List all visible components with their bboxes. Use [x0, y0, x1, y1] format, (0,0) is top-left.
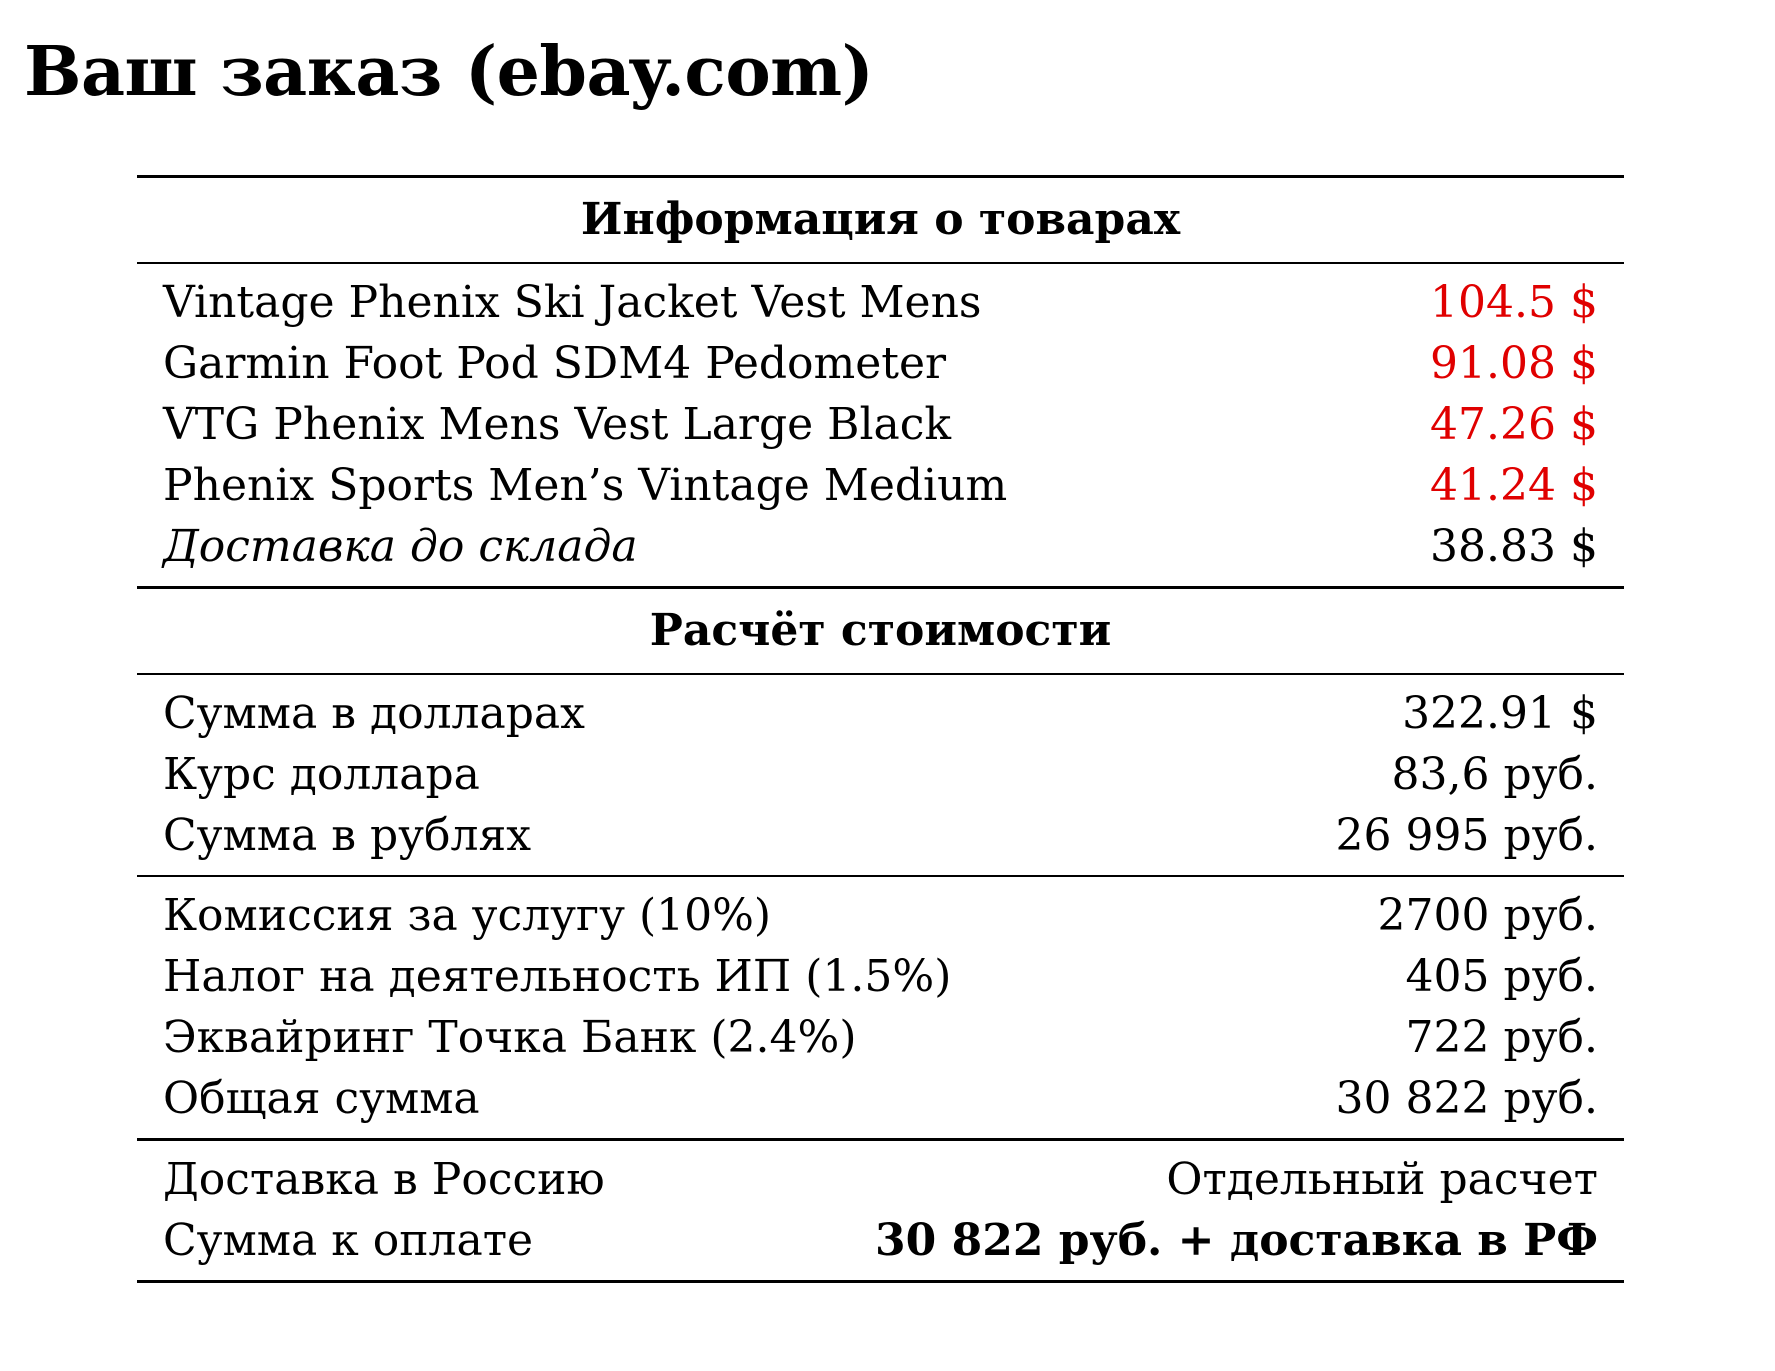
sum-usd-row: [163, 683, 1598, 744]
russia-shipping-label: Доставка в Россию: [163, 1154, 605, 1205]
russia-shipping-value: Отдельный расчет: [1166, 1154, 1598, 1205]
product-price: 104.5 $: [1430, 277, 1598, 328]
sum-usd-value: 322.91 $: [1402, 688, 1598, 739]
amount-due-value: 30 822 руб. + доставка в РФ: [875, 1215, 1598, 1266]
tax-value: 405 руб.: [1405, 951, 1598, 1002]
product-price: 47.26 $: [1430, 399, 1598, 450]
amount-due-label: Сумма к оплате: [163, 1215, 534, 1266]
sum-rub-label: Сумма в рублях: [163, 810, 532, 861]
products-list: [137, 264, 1624, 586]
product-row: [163, 272, 1598, 333]
product-row: [163, 333, 1598, 394]
sum-usd-label: Сумма в долларах: [163, 688, 585, 739]
sum-rub-row: [163, 805, 1598, 866]
product-price: 41.24 $: [1430, 460, 1598, 511]
tax-row: [163, 946, 1598, 1007]
product-name: VTG Phenix Mens Vest Large Black: [163, 399, 952, 450]
service-fee-label: Комиссия за услугу (10%): [163, 890, 772, 941]
total-row: [163, 1068, 1598, 1129]
table-bottom-rule: [137, 1280, 1624, 1283]
product-name: Garmin Foot Pod SDM4 Pedometer: [163, 338, 947, 389]
warehouse-shipping-label: Доставка до склада: [163, 521, 638, 572]
order-table: [137, 175, 1624, 1283]
exchange-rate-label: Курс доллара: [163, 749, 480, 800]
cost-group-payment: [137, 1141, 1624, 1280]
page-title: Ваш заказ (ebay.com): [24, 32, 874, 112]
product-name: Phenix Sports Men’s Vintage Medium: [163, 460, 1008, 511]
acquiring-value: 722 руб.: [1405, 1012, 1598, 1063]
cost-group-fees: [137, 877, 1624, 1138]
service-fee-value: 2700 руб.: [1377, 890, 1598, 941]
russia-shipping-row: [163, 1149, 1598, 1210]
amount-due-row: [163, 1210, 1598, 1271]
sum-rub-value: 26 995 руб.: [1335, 810, 1598, 861]
total-label: Общая сумма: [163, 1073, 480, 1124]
total-value: 30 822 руб.: [1335, 1073, 1598, 1124]
service-fee-row: [163, 885, 1598, 946]
tax-label: Налог на деятельность ИП (1.5%): [163, 951, 952, 1002]
product-row: [163, 455, 1598, 516]
acquiring-row: [163, 1007, 1598, 1068]
exchange-rate-row: [163, 744, 1598, 805]
product-row: [163, 394, 1598, 455]
exchange-rate-value: 83,6 руб.: [1391, 749, 1598, 800]
warehouse-shipping-value: 38.83 $: [1430, 521, 1598, 572]
warehouse-shipping-row: [163, 516, 1598, 577]
product-price: 91.08 $: [1430, 338, 1598, 389]
acquiring-label: Эквайринг Точка Банк (2.4%): [163, 1012, 857, 1063]
cost-group-conversion: [137, 675, 1624, 875]
product-name: Vintage Phenix Ski Jacket Vest Mens: [163, 277, 982, 328]
cost-section-header: Расчёт стоимости: [649, 605, 1112, 656]
products-section-header: Информация о товарах: [580, 194, 1181, 245]
